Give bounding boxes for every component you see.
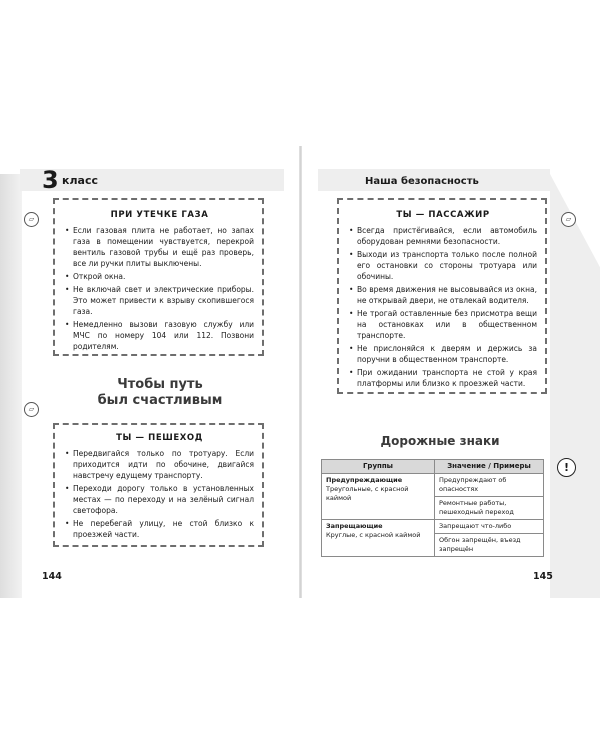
motto-title (95, 377, 225, 409)
list-item: • Переходи дорогу только в установленных местах — по переходу и на зелёный сигнал светофора. (65, 483, 254, 516)
pedestrian-list (65, 448, 254, 540)
section-title: Наша безопасность (365, 176, 479, 187)
left-header-bar (20, 166, 284, 194)
list-item: • Не перебегай улицу, не стой близко к проезжей части. (65, 518, 254, 540)
passenger-title: ТЫ — ПАССАЖИР (396, 210, 490, 220)
gas-leak-box (53, 198, 264, 356)
page-fold (299, 146, 302, 598)
gas-leak-list (65, 225, 254, 352)
list-item: • Не включай свет и электрические приборы. Это может привести к взрыву скопившегося газа. (65, 284, 254, 317)
pedestrian-title: ТЫ — ПЕШЕХОД (116, 433, 203, 443)
list-item: • Передвигайся только по тротуару. Если приходится идти по обочине, двигайся навстречу едущему транспорту. (65, 448, 254, 481)
column-header-groups: Группы (322, 460, 435, 474)
grade-word: класс (62, 174, 98, 187)
list-item: • Если газовая плита не работает, но запах газа в помещении чувствуется, перекрой вентиль газовой трубы и ещё раз проверь, все ли ручки плиты выключены. (65, 225, 254, 269)
page-number-left: 144 (42, 571, 62, 582)
book-circle-icon: ▱ (24, 212, 39, 227)
road-signs-table (321, 459, 544, 557)
table-header-row (322, 460, 544, 474)
example-cell: Обгон запрещён, въезд запрещён (435, 534, 544, 557)
list-item: • Выходи из транспорта только после полной его остановки со стороны тротуара или обочины. (349, 249, 537, 282)
motto-line-1: Чтобы путь (117, 377, 203, 392)
table-row (322, 474, 544, 497)
road-signs-title: Дорожные знаки (380, 434, 500, 448)
group-description: Круглые, с красной каймой (326, 531, 421, 539)
group-description: Треугольные, с красной каймой (326, 485, 409, 502)
list-item: • Во время движения не высовывайся из окна, не открывай двери, не отвлекай водителя. (349, 284, 537, 306)
group-name: Запрещающие (326, 522, 383, 530)
gas-leak-title: ПРИ УТЕЧКЕ ГАЗА (110, 210, 209, 220)
grade-number: 3 (42, 166, 59, 194)
motto-line-2: был счастливым (97, 393, 223, 408)
passenger-box (337, 198, 547, 394)
list-item: • Не трогай оставленные без присмотра вещи на остановках или в общественном транспорте. (349, 308, 537, 341)
book-circle-icon: ▱ (561, 212, 576, 227)
page-number-right: 145 (533, 571, 553, 582)
list-item: • При ожидании транспорта не стой у края платформы или близко к проезжей части. (349, 367, 537, 389)
left-margin-shade (0, 174, 22, 598)
list-item: • Открой окна. (65, 271, 254, 282)
example-cell: Ремонтные работы, пешеходный переход (435, 497, 544, 520)
group-name: Предупреждающие (326, 476, 403, 484)
pedestrian-box (53, 423, 264, 547)
meaning-cell: Предупреждают об опасностях (435, 474, 544, 497)
list-item: • Всегда пристёгивайся, если автомобиль оборудован ремнями безопасности. (349, 225, 537, 247)
table-row (322, 520, 544, 534)
column-header-meaning: Значение / Примеры (435, 460, 544, 474)
book-circle-icon: ▱ (24, 402, 39, 417)
exclamation-icon: ! (557, 458, 576, 477)
list-item: • Немедленно вызови газовую службу или МЧС по номеру 104 или 112. Позвони родителям. (65, 319, 254, 352)
passenger-list (349, 225, 537, 389)
group-cell-prohibitory (322, 520, 435, 557)
meaning-cell: Запрещают что-либо (435, 520, 544, 534)
list-item: • Не прислоняйся к дверям и держись за поручни в общественном транспорте. (349, 343, 537, 365)
group-cell-warning (322, 474, 435, 520)
